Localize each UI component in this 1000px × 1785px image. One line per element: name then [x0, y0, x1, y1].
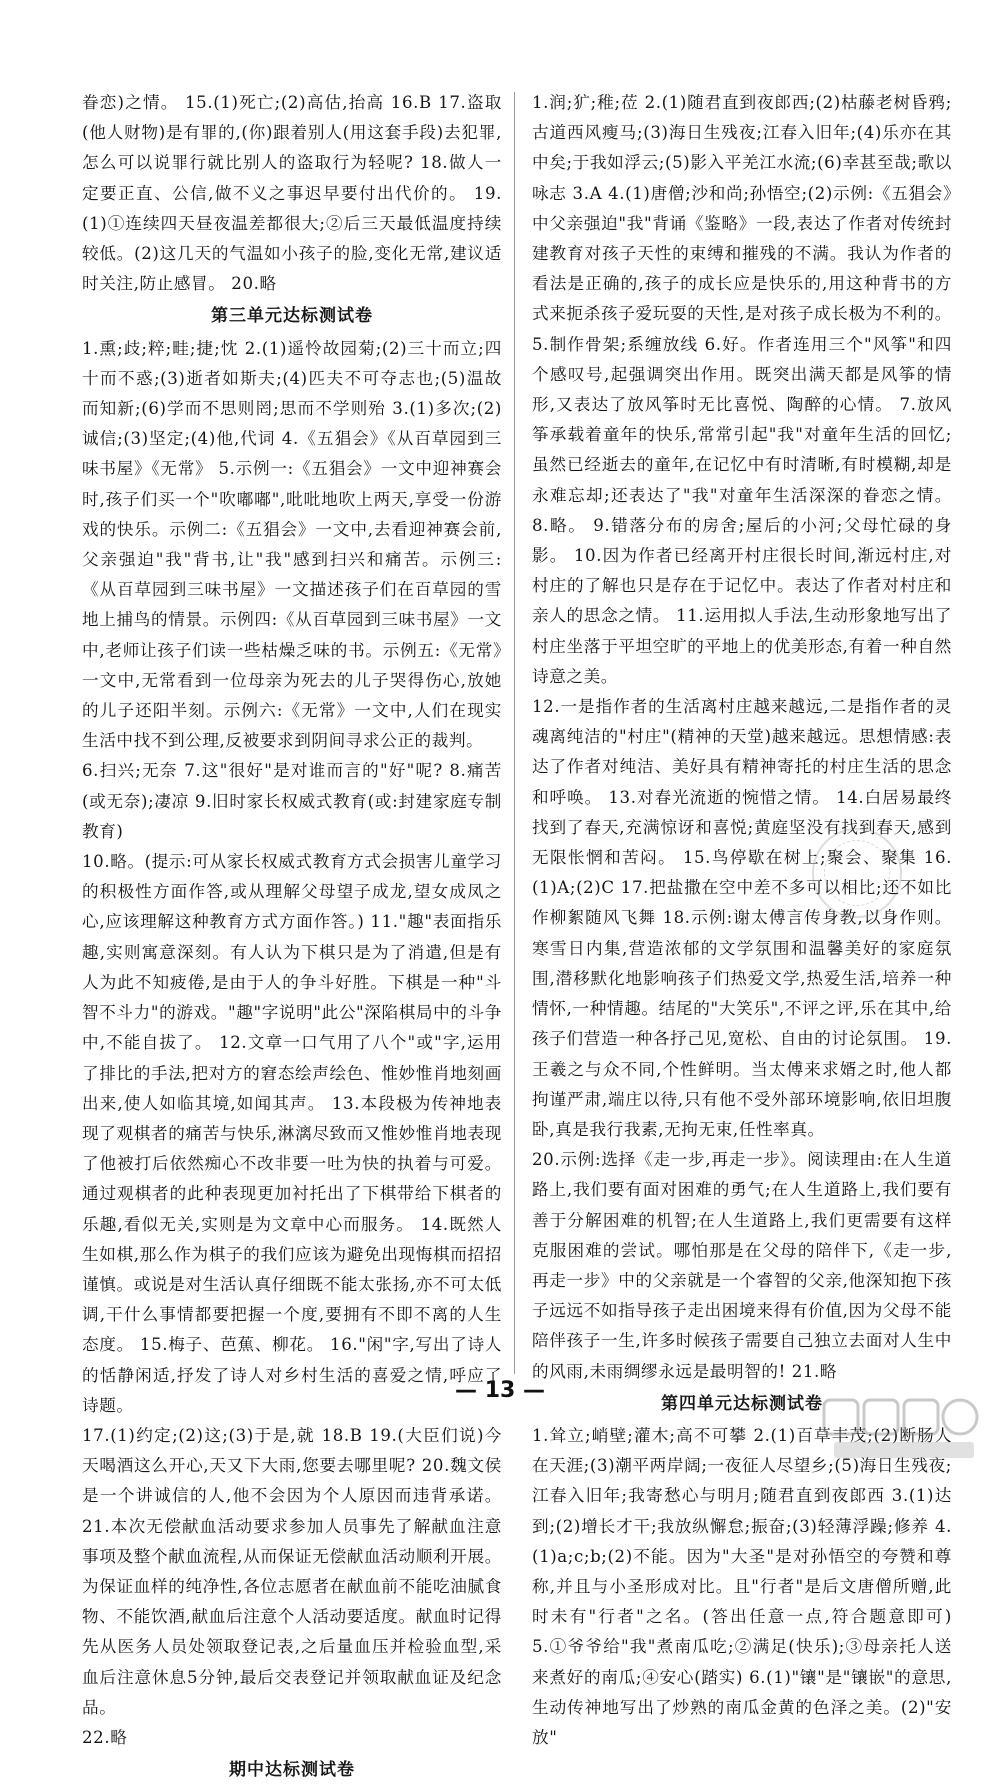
stamp-seal-icon	[812, 828, 902, 918]
answer-paragraph: 6.扫兴;无奈 7.这"很好"是对谁而言的"好"呢? 8.痛苦(或无奈);凄凉 9.旧时家长权威式教育(或:封建家庭专制教育)	[82, 761, 502, 841]
answer-paragraph: 17.(1)约定;(2)这;(3)于是,就 18.B 19.(大臣们说)今天喝酒这么开心,天又下大雨,您要去哪里呢? 20.魏文侯是一个讲诚信的人,他不会因为个人原因而违背承诺。 21.本次无偿献血活动要求参加人员事先了解献血注意事项及整个献血流程,从而保证无偿献血活动顺利开展。为保证血样的纯净性,各位志愿者在献血前不能吃油腻食物、不能饮酒,献血后注意个人活动要适度。献血时记得先从医务人员处领取登记表,之后量血压并检验血型,采血后注意休息5分钟,最后交表登记并领取献血证及纪念品。	[82, 1425, 502, 1717]
watermark-logo-icon	[820, 1392, 988, 1464]
answer-paragraph: 1.润;犷;稚;莅 2.(1)随君直到夜郎西;(2)枯藤老树昏鸦;古道西风瘦马;(3)海日生残夜;江春入旧年;(4)乐亦在其中矣;于我如浮云;(5)影入平羌江水流;(6)幸甚至哉;歌以咏志 3.A 4.(1)唐僧;沙和尚;孙悟空;(2)示例:《五猖会》中父亲强迫"我"背诵《鉴略》一段,表达了作者对传统封建教育对孩子天性的束缚和摧残的不满。我认为作者的看法是正确的,孩子的成长应是快乐的,用这种背书的方式来扼杀孩子爱玩耍的天性,是对孩子成长极为不利的。 5.制作骨架;系缠放线 6.好。作者连用三个"风筝"和四个感叹号,起强调突出作用。既突出满天都是风筝的情形,又表达了放风筝时无比喜悦、陶醉的心情。 7.放风筝承载着童年的快乐,常常引起"我"对童年生活的回忆;虽然已经逝去的童年,在记忆中有时清晰,有时模糊,却是永难忘却;还表达了"我"对童年生活深深的眷恋之情。 8.略。 9.错落分布的房舍;屋后的小河;父母忙碌的身影。 10.因为作者已经离开村庄很长时间,渐远村庄,对村庄的了解也只是存在于记忆中。表达了作者对村庄和亲人的思念之情。 11.运用拟人手法,生动形象地写出了村庄坐落于平坦空旷的平地上的优美形态,有着一种自然诗意之美。	[532, 93, 952, 686]
column-divider	[514, 92, 515, 1374]
answer-paragraph: 1.耸立;峭壁;灌木;高不可攀 2.(1)百草丰茂;(2)断肠人在天涯;(3)潮平两岸阔;一夜征人尽望乡;(5)海日生残夜;江春入旧年;我寄愁心与明月;随君直到夜郎西 3.(1)达到;(2)增长才干;我放纵懈怠;振奋;(3)轻薄浮躁;修养 4.(1)a;c;b;(2)不能。因为"大圣"是对孙悟空的夸赞和尊称,并且与小圣形成对比。且"行者"是后文唐僧所赠,此时未有"行者"之名。(答出任意一点,符合题意即可) 5.①爷爷给"我"煮南瓜吃;②满足(快乐);③母亲托人送来煮好的南瓜;④安心(踏实) 6.(1)"镶"是"镶嵌"的意思,生动传神地写出了炒熟的南瓜金黄的色泽之美。(2)"安放"	[532, 1425, 952, 1747]
section-title-midterm: 期中达标测试卷	[229, 1760, 355, 1781]
answer-paragraph: 20.示例:选择《走一步,再走一步》。阅读理由:在人生道路上,我们要有面对困难的勇气;在人生道路上,我们要有善于分解困难的机智;在人生道路上,我们更需要有这样克服困难的尝试。哪怕那是在父母的陪伴下,《走一步,再走一步》中的父亲就是一个睿智的父亲,他深知抱下孩子远远不如指导孩子走出困境来得有价值,因为父母不能陪伴孩子一生,许多时候孩子需要自己独立去面对人生中的风雨,未雨绸缪永远是最明智的! 21.略	[532, 1150, 952, 1381]
answer-paragraph: 10.略。(提示:可从家长权威式教育方式会损害儿童学习的积极性方面作答,或从理解父母望子成龙,望女成凤之心,应该理解这种教育方式方面作答。) 11."趣"表面指乐趣,实则寓意深刻。有人认为下棋只是为了消遣,但是有人为此不知疲倦,是由于人的争斗好胜。下棋是一种"斗智不斗力"的游戏。"趣"字说明"此公"深陷棋局中的斗争中,不能自拔了。 12.文章一口气用了八个"或"字,运用了排比的手法,把对方的窘态绘声绘色、惟妙惟肖地刻画出来,使人如临其境,如闻其声。 13.本段极为传神地表现了观棋者的痛苦与快乐,淋漓尽致而又惟妙惟肖地表现了他被打后依然痴心不改非要一吐为快的执着与可爱。通过观棋者的此种表现更加衬托出了下棋带给下棋者的乐趣,看似无关,实则是为文章中心而服务。 14.既然人生如棋,那么作为棋子的我们应该为避免出现悔棋而招招谨慎。或说是对生活认真仔细既不能太张扬,亦不可太低调,干什么事情都要把握一个度,要拥有不即不离的人生态度。 15.梅子、芭蕉、柳花。 16."闲"字,写出了诗人的恬静闲适,抒发了诗人对乡村生活的喜爱之情,呼应了诗题。	[82, 852, 502, 1415]
section-title-unit-3: 第三单元达标测试卷	[211, 306, 373, 327]
right-column	[532, 88, 952, 1747]
answer-paragraph: 眷恋)之情。 15.(1)死亡;(2)高估,抬高 16.B 17.盗取(他人财物)是有罪的,(你)跟着别人(用这套手段)去犯罪,怎么可以说罪行就比别人的盗取行为轻呢? 18.做人一定要正直、公信,做不义之事迟早要付出代价的。 19.(1)①连续四天昼夜温差都很大;②后三天最低温度持续较低。(2)这几天的气温如小孩子的脸,变化无常,建议适时关注,防止感冒。 20.略	[82, 93, 502, 294]
page-number: — 13 —	[455, 1378, 545, 1403]
answer-paragraph: 22.略	[82, 1727, 128, 1747]
answer-paragraph: 1.熏;歧;粹;畦;捷;忱 2.(1)遥怜故园菊;(2)三十而立;四十而不惑;(3)逝者如斯夫;(4)匹夫不可夺志也;(5)温故而知新;(6)学而不思则罔;思而不学则殆 3.(1)多次;(2)诚信;(3)坚定;(4)他,代词 4.《五猖会》《从百草园到三味书屋》《无常》 5.示例一:《五猖会》一文中迎神赛会时,孩子们买一个"吹嘟嘟",吡吡地吹上两天,享受一份游戏的快乐。示例二:《五猖会》一文中,去看迎神赛会前,父亲强迫"我"背书,让"我"感到扫兴和痛苦。示例三:《从百草园到三味书屋》一文描述孩子们在百草园的雪地上捕鸟的情景。示例四:《从百草园到三味书屋》一文中,老师让孩子们读一些枯燥乏味的书。示例五:《无常》一文中,无常看到一位母亲为死去的儿子哭得伤心,放她的儿子还阳半刻。示例六:《无常》一文中,人们在现实生活中找不到公理,反被要求到阴间寻求公正的裁判。	[82, 338, 502, 751]
left-column	[82, 88, 502, 1781]
section-title-unit-4: 第四单元达标测试卷	[661, 1393, 823, 1414]
answer-paragraph: 12.一是指作者的生活离村庄越来越远,二是指作者的灵魂离纯洁的"村庄"(精神的天堂)越来越远。思想情感:表达了作者对纯洁、美好具有精神寄托的村庄生活的思念和呼唤。 13.对春光流逝的惋惜之情。 14.白居易最终找到了春天,充满惊讶和喜悦;黄庭坚没有找到春天,感到无限怅惘和苦闷。 15.鸟停歇在树上;聚会、聚集 16.(1)A;(2)C 17.把盐撒在空中差不多可以相比;还不如比作柳絮随风飞舞 18.示例:谢太傅言传身教,以身作则。寒雪日内集,营造浓郁的文学氛围和温馨美好的家庭氛围,潜移默化地影响孩子们热爱文学,热爱生活,培养一种情怀,一种情趣。结尾的"大笑乐",不评之评,乐在其中,给孩子们营造一种各抒己见,宽松、自由的讨论氛围。 19.王羲之与众不同,个性鲜明。当太傅来求婿之时,他人都拘谨严肃,端庄以待,只有他不受外部环境影响,依旧坦腹卧,真是我行我素,无拘无束,任性率真。	[532, 697, 952, 1139]
